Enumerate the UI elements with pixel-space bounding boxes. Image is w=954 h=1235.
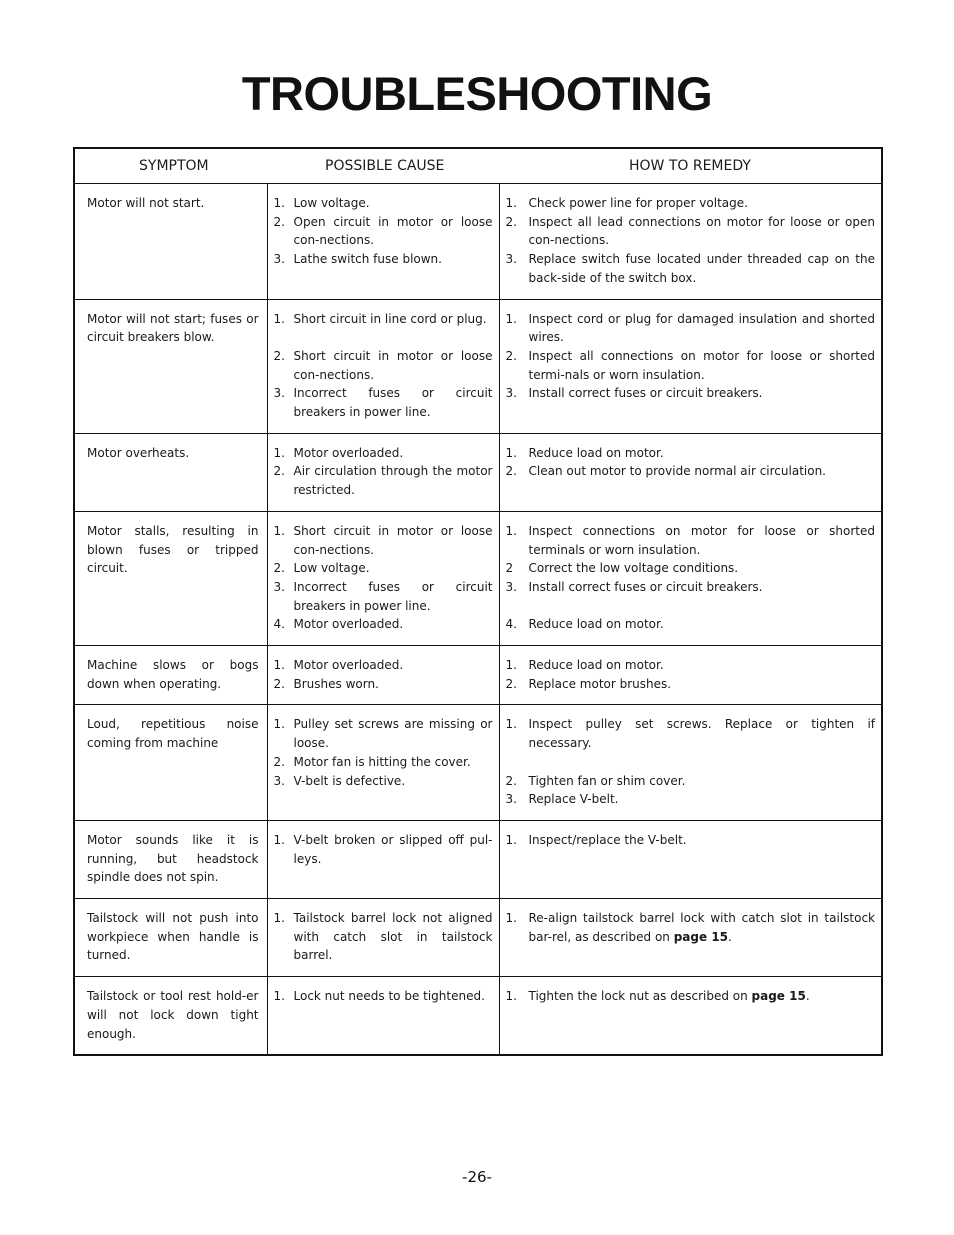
- item-text: Pulley set screws are missing or loose.: [293, 717, 493, 751]
- item-text: Tailstock barrel lock not aligned with catch slot in tailstock barrel.: [293, 911, 493, 963]
- cause-item: [274, 444, 493, 463]
- cause-item: [274, 715, 493, 752]
- symptom-cell: Tailstock or tool rest hold-er will not lock down tight enough.: [74, 977, 267, 1056]
- remedy-cell: [499, 299, 882, 433]
- item-text: Motor overloaded.: [293, 445, 404, 460]
- item-number: 1.: [273, 911, 285, 926]
- symptom-cell: Motor will not start; fuses or circuit breakers blow.: [74, 299, 267, 433]
- item-number: 4.: [273, 617, 285, 632]
- table-row: [74, 299, 882, 433]
- item-number: 1.: [273, 717, 285, 732]
- cause-list: [274, 310, 493, 422]
- header-symptom: SYMPTOM: [74, 148, 267, 184]
- symptom-cell: Motor overheats.: [74, 433, 267, 511]
- cause-cell: [267, 646, 499, 705]
- cause-item: [274, 522, 493, 559]
- cause-cell: [267, 977, 499, 1056]
- table-header-row: [74, 148, 882, 184]
- remedy-item: [506, 250, 876, 287]
- table-row: [74, 977, 882, 1056]
- remedy-item: [506, 462, 876, 481]
- item-number: 2.: [505, 348, 517, 363]
- item-text: Low voltage.: [293, 561, 370, 576]
- symptom-cell: Loud, repetitious noise coming from machine: [74, 705, 267, 821]
- symptom-cell: Motor sounds like it is running, but headstock spindle does not spin.: [74, 820, 267, 898]
- remedy-cell: [499, 977, 882, 1056]
- cause-item: [274, 675, 493, 694]
- item-text: Incorrect fuses or circuit breakers in power line.: [293, 386, 493, 420]
- remedy-list: [506, 715, 876, 809]
- remedy-item: [506, 909, 876, 946]
- remedy-item: [506, 656, 876, 675]
- item-number: 1.: [505, 911, 517, 926]
- remedy-list: [506, 310, 876, 404]
- symptom-cell: Machine slows or bogs down when operating.: [74, 646, 267, 705]
- table-row: [74, 820, 882, 898]
- item-number: 2.: [273, 464, 285, 479]
- remedy-cell: [499, 820, 882, 898]
- cause-list: [274, 831, 493, 868]
- header-possible-cause: POSSIBLE CAUSE: [267, 148, 499, 184]
- item-number: 1.: [505, 311, 517, 326]
- cause-cell: [267, 433, 499, 511]
- item-text: Replace switch fuse located under threaded cap on the back-side of the switch box.: [528, 252, 875, 285]
- remedy-item: [506, 675, 876, 694]
- table-body: [74, 184, 882, 1056]
- symptom-cell: Tailstock will not push into workpiece when handle is turned.: [74, 899, 267, 977]
- cause-list: [274, 656, 493, 693]
- item-number: 2: [505, 561, 514, 576]
- cause-item: [274, 772, 493, 791]
- cause-item: [274, 831, 493, 868]
- table-row: [74, 646, 882, 705]
- symptom-cell: Motor stalls, resulting in blown fuses or tripped circuit.: [74, 511, 267, 645]
- item-text-end: .: [728, 929, 732, 944]
- cause-item: [274, 656, 493, 675]
- remedy-list: [506, 987, 876, 1006]
- item-number: 3.: [505, 792, 517, 807]
- item-text: Brushes worn.: [293, 676, 379, 691]
- item-text: Motor overloaded.: [293, 617, 404, 632]
- item-number: 1.: [273, 445, 285, 460]
- cause-item: [274, 347, 493, 384]
- remedy-item: [506, 615, 876, 634]
- troubleshooting-table: [73, 147, 883, 1056]
- item-text: V-belt is defective.: [293, 773, 406, 788]
- cause-list: [274, 715, 493, 790]
- item-text: Short circuit in motor or loose con-nections.: [293, 348, 493, 382]
- item-text: Inspect connections on motor for loose or shorted terminals or worn insulation.: [528, 523, 875, 557]
- cause-cell: [267, 705, 499, 821]
- cause-list: [274, 522, 493, 634]
- item-number: 2.: [273, 214, 285, 229]
- item-number: 4.: [505, 617, 517, 632]
- cause-item: [274, 559, 493, 578]
- table-row: [74, 433, 882, 511]
- item-number: 3.: [505, 386, 517, 401]
- remedy-list: [506, 522, 876, 634]
- item-number: 2.: [505, 773, 517, 788]
- cause-list: [274, 987, 493, 1006]
- item-number: 3.: [273, 773, 285, 788]
- page-title: TROUBLESHOOTING: [241, 67, 713, 120]
- remedy-item: [506, 347, 876, 384]
- remedy-item: [506, 213, 876, 250]
- remedy-item: [506, 559, 876, 578]
- remedy-item: [506, 310, 876, 347]
- item-number: 2.: [273, 348, 285, 363]
- item-number: 1.: [505, 832, 517, 847]
- item-text: Correct the low voltage conditions.: [528, 561, 739, 576]
- item-text: Motor fan is hitting the cover.: [293, 754, 471, 769]
- item-text: Inspect all lead connections on motor for loose or open con-nections.: [528, 214, 875, 248]
- item-number: 1.: [505, 523, 517, 538]
- item-number: 1.: [273, 658, 285, 673]
- remedy-cell: [499, 511, 882, 645]
- cause-cell: [267, 511, 499, 645]
- cause-cell: [267, 299, 499, 433]
- item-text: Open circuit in motor or loose con-nections.: [293, 214, 493, 248]
- item-text: Inspect pulley set screws. Replace or tighten if necessary.: [528, 717, 875, 751]
- item-number: 2.: [505, 464, 517, 479]
- cause-item: [274, 384, 493, 421]
- remedy-list: [506, 909, 876, 946]
- cause-item: [274, 578, 493, 615]
- cause-item: [274, 987, 493, 1006]
- cause-item: [274, 462, 493, 499]
- item-number: 1.: [273, 196, 285, 210]
- item-text: Inspect/replace the V-belt.: [528, 832, 687, 847]
- item-text: Reduce load on motor.: [528, 658, 664, 673]
- item-text: Lathe switch fuse blown.: [293, 252, 442, 267]
- cause-cell: [267, 820, 499, 898]
- item-number: 1.: [505, 717, 517, 732]
- cause-item: [274, 194, 493, 213]
- remedy-item: [506, 772, 876, 791]
- item-number: 1.: [505, 196, 517, 210]
- item-text: Check power line for proper voltage.: [528, 196, 748, 210]
- cause-list: [274, 909, 493, 965]
- remedy-cell: [499, 646, 882, 705]
- cause-list: [274, 444, 493, 500]
- page-reference: page 15: [673, 929, 729, 944]
- item-number: 2.: [273, 561, 285, 576]
- item-text: Inspect cord or plug for damaged insulation and shorted wires.: [528, 311, 875, 345]
- cause-item: [274, 909, 493, 965]
- cause-cell: [267, 184, 499, 300]
- remedy-cell: [499, 433, 882, 511]
- item-text: Tighten fan or shim cover.: [528, 773, 686, 788]
- remedy-item: [506, 831, 876, 850]
- table-row: [74, 899, 882, 977]
- remedy-item: [506, 522, 876, 559]
- item-number: 1.: [505, 658, 517, 673]
- item-text: Clean out motor to provide normal air circulation.: [528, 464, 826, 479]
- item-number: 2.: [505, 676, 517, 691]
- remedy-item: [506, 444, 876, 463]
- page-reference: page 15: [751, 989, 806, 1004]
- item-number: 1.: [273, 523, 285, 538]
- remedy-cell: [499, 184, 882, 300]
- item-number: 3.: [505, 252, 517, 267]
- remedy-list: [506, 444, 876, 481]
- remedy-item: [506, 194, 876, 213]
- item-text: Install correct fuses or circuit breakers.: [528, 579, 763, 594]
- item-text: Replace motor brushes.: [528, 676, 672, 691]
- remedy-item: [506, 715, 876, 752]
- item-number: 1.: [273, 989, 285, 1004]
- item-number: 3.: [273, 579, 285, 594]
- item-text: Incorrect fuses or circuit breakers in power line.: [293, 579, 493, 613]
- cause-item: [274, 753, 493, 772]
- item-text: Inspect all connections on motor for loose or shorted termi-nals or worn insulation.: [528, 348, 875, 382]
- item-text: Replace V-belt.: [528, 792, 619, 807]
- item-number: 2.: [273, 754, 285, 769]
- cause-item: [274, 615, 493, 634]
- item-number: 1.: [273, 311, 285, 326]
- remedy-item: [506, 790, 876, 809]
- item-number: 3.: [505, 579, 517, 594]
- item-number: 1.: [505, 989, 517, 1004]
- cause-cell: [267, 899, 499, 977]
- cause-list: [274, 194, 493, 269]
- item-text: Reduce load on motor.: [528, 445, 664, 460]
- item-text: Lock nut needs to be tightened.: [293, 989, 485, 1004]
- item-number: 1.: [273, 832, 285, 847]
- remedy-item: [506, 578, 876, 597]
- remedy-list: [506, 656, 876, 693]
- item-text-end: .: [805, 989, 810, 1004]
- page-number: -26-: [462, 1168, 492, 1186]
- item-number: 1.: [505, 445, 517, 460]
- item-text: Short circuit in line cord or plug.: [293, 311, 487, 326]
- item-number: 2.: [505, 214, 517, 229]
- remedy-list: [506, 194, 876, 288]
- item-text: Motor overloaded.: [293, 658, 404, 673]
- item-text: Low voltage.: [293, 196, 370, 210]
- remedy-list: [506, 831, 876, 850]
- item-text: Tighten the lock nut as described on: [528, 989, 752, 1004]
- symptom-cell: Motor will not start.: [74, 184, 267, 300]
- cause-item: [274, 310, 493, 329]
- item-text: Re-align tailstock barrel lock with catch slot in tailstock bar-rel, as described on: [528, 911, 875, 944]
- remedy-cell: [499, 899, 882, 977]
- item-text: Air circulation through the motor restricted.: [293, 464, 493, 498]
- item-number: 3.: [273, 252, 285, 267]
- remedy-item: [506, 384, 876, 403]
- table-row: [74, 511, 882, 645]
- item-text: Short circuit in motor or loose con-nections.: [293, 523, 493, 557]
- item-text: V-belt broken or slipped off pul-leys.: [293, 832, 493, 866]
- cause-item: [274, 213, 493, 250]
- remedy-cell: [499, 705, 882, 821]
- header-how-to-remedy: HOW TO REMEDY: [499, 148, 882, 184]
- table-row: [74, 184, 882, 300]
- remedy-item: [506, 987, 876, 1006]
- table-row: [74, 705, 882, 821]
- item-text: Install correct fuses or circuit breakers.: [528, 386, 763, 401]
- item-text: Reduce load on motor.: [528, 617, 664, 632]
- item-number: 2.: [273, 676, 285, 691]
- item-number: 3.: [273, 386, 285, 401]
- cause-item: [274, 250, 493, 269]
